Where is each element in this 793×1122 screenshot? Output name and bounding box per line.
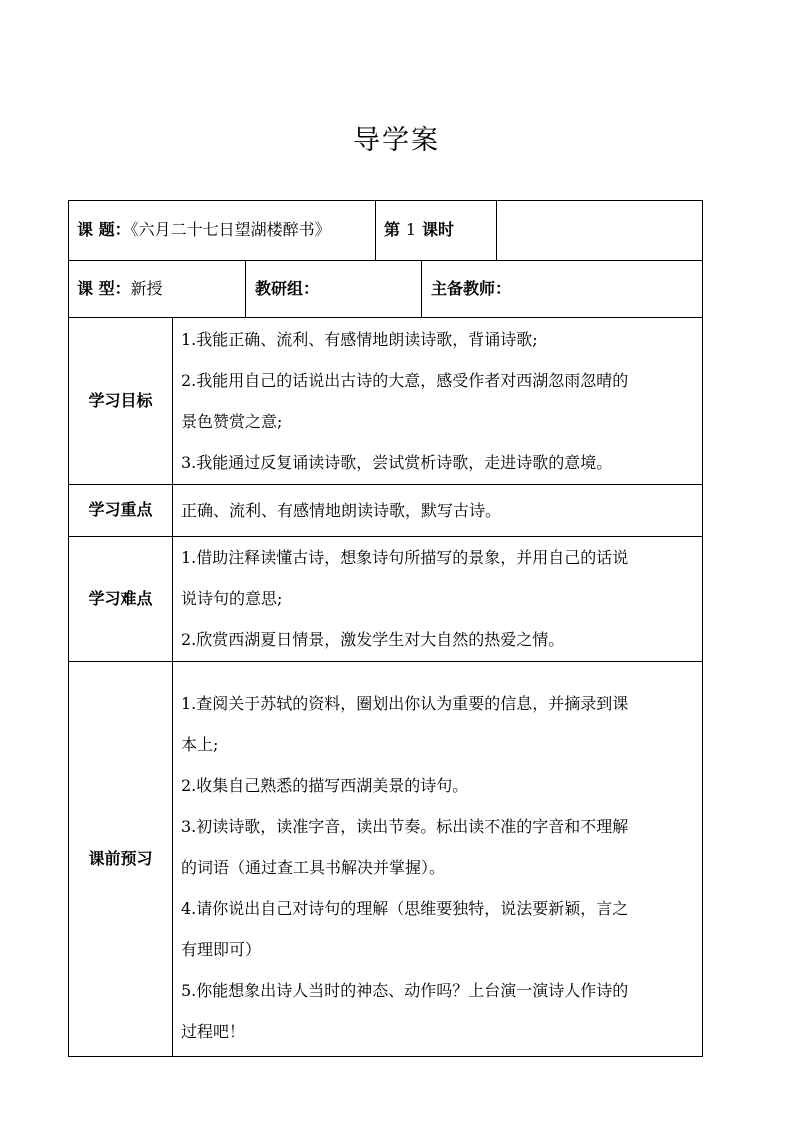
topic-row [69, 201, 702, 260]
section-content [181, 683, 699, 1052]
section-label: 学习重点 [88, 500, 153, 519]
content-line: 1.借助注释读懂古诗，想象诗句所描写的景象，并用自己的话说 [181, 548, 629, 567]
section-goals [69, 318, 702, 484]
content-line: 2.我能用自己的话说出古诗的大意，感受作者对西湖忽雨忽晴的 [181, 371, 629, 390]
topic-label: 课 题： [77, 220, 131, 239]
content-line: 本上; [181, 735, 219, 754]
type-label: 课 型： [77, 279, 131, 298]
section-difficulty [69, 537, 702, 661]
content-line: 1.我能正确、流利、有感情地朗读诗歌，背诵诗歌; [181, 330, 538, 349]
section-content [181, 537, 699, 660]
section-label: 学习难点 [88, 589, 153, 608]
content-line: 3.我能通过反复诵读诗歌，尝试赏析诗歌，走进诗歌的意境。 [181, 453, 613, 472]
content-line: 过程吧！ [181, 1022, 246, 1041]
type-value: 新授 [130, 279, 163, 298]
content-line: 2.欣赏西湖夏日情景，激发学生对大自然的热爱之情。 [181, 630, 565, 649]
lesson-unit: 课时 [422, 220, 455, 239]
lesson-plan-table [68, 200, 703, 1057]
section-focus [69, 485, 702, 536]
content-line: 4.请你说出自己对诗句的理解（思维要独特，说法要新颖，言之 [181, 899, 629, 918]
content-line: 5.你能想象出诗人当时的神态、动作吗？上台演一演诗人作诗的 [181, 981, 629, 1000]
content-line: 的词语（通过查工具书解决并掌握）。 [181, 858, 446, 877]
section-label: 学习目标 [88, 391, 153, 410]
section-preview [69, 662, 702, 1056]
lesson-number: 1 [405, 220, 417, 239]
teacher-label: 主备教师： [431, 279, 512, 298]
content-line: 说诗句的意思; [181, 589, 283, 608]
page-title: 导学案 [353, 125, 440, 156]
type-row [69, 261, 702, 318]
content-line: 正确、流利、有感情地朗读诗歌，默写古诗。 [181, 501, 502, 520]
section-content [181, 490, 699, 531]
content-line: 有理即可） [181, 940, 262, 959]
section-content [181, 319, 699, 483]
type-cell [77, 279, 163, 299]
group-label: 教研组： [255, 279, 320, 298]
topic-value: 《六月二十七日望湖楼醉书》 [130, 220, 331, 239]
content-line: 3.初读诗歌，读准字音，读出节奏。标出读不准的字音和不理解 [181, 817, 629, 836]
content-line: 景色赞赏之意; [181, 412, 283, 431]
section-label: 课前预习 [88, 849, 153, 868]
topic-cell [77, 220, 331, 240]
content-line: 2.收集自己熟悉的描写西湖美景的诗句。 [181, 776, 469, 795]
content-line: 1.查阅关于苏轼的资料，圈划出你认为重要的信息，并摘录到课 [181, 694, 629, 713]
lesson-label: 第 [384, 220, 401, 239]
lesson-cell [384, 220, 454, 240]
